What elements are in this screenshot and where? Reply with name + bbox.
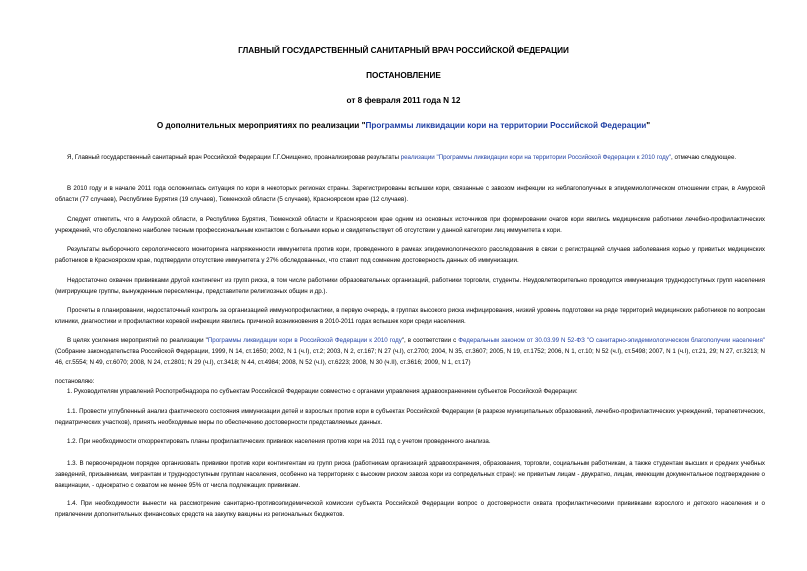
p7-program-link[interactable]: Программы ликвидации кори в Российской Федерации к 2010 году <box>207 337 402 344</box>
title-suffix: " <box>646 121 651 130</box>
paragraph-medical-workers: Следует отметить, что в Амурской области, в Республике Бурятия, Тюменской области и Красноярском крае одним из основных источников при формировании очагов кори явились медицинские работники лечебно-профилактических учреждений, что обусловлено наиболее тесным профессиональным контактом с больными корью и свидетельствует об отсутствии у данной категории лиц иммунитета к кори. <box>55 216 765 234</box>
clause-1-1: 1.1. Провести углубленный анализ фактического состояния иммунизации детей и взрослых против кори в субъектах Российской Федерации (в разрезе муниципальных образований, лечебно-профилактических учреждений, терапевтических, педиатрических участков), принять необходимые меры по обеспечению достоверности представляемых данных. <box>55 408 765 426</box>
issuing-authority: ГЛАВНЫЙ ГОСУДАРСТВЕННЫЙ САНИТАРНЫЙ ВРАЧ РОССИЙСКОЙ ФЕДЕРАЦИИ <box>238 46 569 55</box>
clause-1-4: 1.4. При необходимости вынести на рассмотрение санитарно-противоэпидемической комиссии субъекта Российской Федерации вопрос о достоверности охвата профилактическими прививками взрослого и детского населения и о привлечении дополнительных финансовых средств на закупку вакцины из региональных бюджетов. <box>55 500 765 518</box>
document-date-number: от 8 февраля 2011 года N 12 <box>346 96 461 105</box>
document-title <box>0 121 807 130</box>
paragraph-planning-failures: Просчеты в планировании, недостаточный контроль за организацией иммунопрофилактики, в первую очередь, в группах высокого риска инфицирования, низкий уровень подготовки на ряде территорий медицинских работников по вопросам клиники, диагностики и профилактики коревой инфекции явились причиной возникновения в 2010-2011 годах вспышек кори среди населения. <box>55 307 765 325</box>
clause-1-3: 1.3. В первоочередном порядке организовать прививки против кори контингентам из групп риска (работникам организаций здравоохранения, образования, торговли, социальным работникам, а также студентам высших и средних учебных заведений, призывникам, мигрантам и труднодоступным группам населения, особенно на территориях с высоким риском завоза кори из сопредельных стран): не привитым лицам - двукратно, лицам, имеющим документальное подтверждение о вакцинации, - однократно с охватом не менее 95% от числа подлежащих прививкам. <box>55 460 765 489</box>
paragraph-outbreaks: В 2010 году и в начале 2011 года осложнилась ситуация по кори в некоторых регионах страны. Зарегистрированы вспышки кори, связанные с завозом инфекции из неблагополучных в эпидемиологическом отношении стран, в Амурской области (77 случаев), Республике Бурятия (19 случаев), Тюменской области (5 случаев), Красноярском крае (12 случаев). <box>55 185 765 203</box>
p1-text-a: Я, Главный государственный санитарный врач Российской Федерации Г.Г.Онищенко, проанализировав результаты <box>67 154 401 161</box>
p7-text-c: (Собрание законодательства Российской Федерации, 1999, N 14, ст.1650; 2002, N 1 (ч.I), ст.2; 2003, N 2, ст.167; N 27 (ч.I), ст.2700; 2004, N 35, ст.3607; 2005, N 19, ст.1752; 2006, N 1, ст.10; N 52 (ч.I), ст.5498; 2007, N 1 (ч.I), ст.21, 29; N 27, ст.3213; N 46, ст.5554; N 49, ст.6070; 2008, N 24, ст.2801; N 29 (ч.I), ст.3418; N 44, ст.4984; 2008, N 52 (ч.I), ст.6223; 2008, N 30 (ч.II), ст.3616; 2009, N 1, ст.17) <box>55 348 765 366</box>
clause-1: 1. Руководителям управлений Роспотребнадзора по субъектам Российской Федерации совместно с органами управления здравоохранением субъектов Российской Федерации: <box>67 388 578 395</box>
document-type: ПОСТАНОВЛЕНИЕ <box>366 71 441 80</box>
p1-text-b: , отмечаю следующее. <box>671 154 737 161</box>
paragraph-intro <box>55 152 765 163</box>
paragraph-legal-basis <box>55 335 765 368</box>
paragraph-risk-groups: Недостаточно охвачен прививками другой контингент из групп риска, в том числе работники образовательных организаций, работники торговли, студенты. Неудовлетворительно проводится иммунизация труднодоступных групп населения (мигрирующие группы, вынужденные переселенцы, представители религиозных общин и др.). <box>55 277 765 295</box>
p1-program-link[interactable]: реализации "Программы ликвидации кори на территории Российской Федерации к 2010 году" <box>400 154 672 161</box>
p7-text-a: В целях усиления мероприятий по реализации " <box>67 337 208 344</box>
p7-federal-law-link[interactable]: Федеральным законом от 30.03.99 N 52-ФЗ "О санитарно-эпидемиологическом благополучии населения" <box>458 337 765 344</box>
title-prefix: О дополнительных мероприятиях по реализации " <box>156 121 366 130</box>
clause-1-2: 1.2. При необходимости откорректировать планы профилактических прививок населения против кори на 2011 год с учетом проведенного анализа. <box>67 438 491 445</box>
paragraph-serological-monitoring: Результаты выборочного серологического мониторинга напряженности иммунитета против кори, проведенного в рамках эпидемиологического расследования в связи с регистрацией случаев заболевания корью у привитых медицинских работников в Красноярском крае, подтвердили отсутствие иммунитета у 27% обследованных, что ставит под сомнение достоверность данных об иммунизации. <box>55 246 765 264</box>
title-program-link[interactable]: Программы ликвидации кори на территории Российской Федерации <box>365 121 647 130</box>
paragraph-resolve: постановляю: <box>55 378 95 385</box>
p7-text-b: ", в соответствии с <box>401 337 459 344</box>
